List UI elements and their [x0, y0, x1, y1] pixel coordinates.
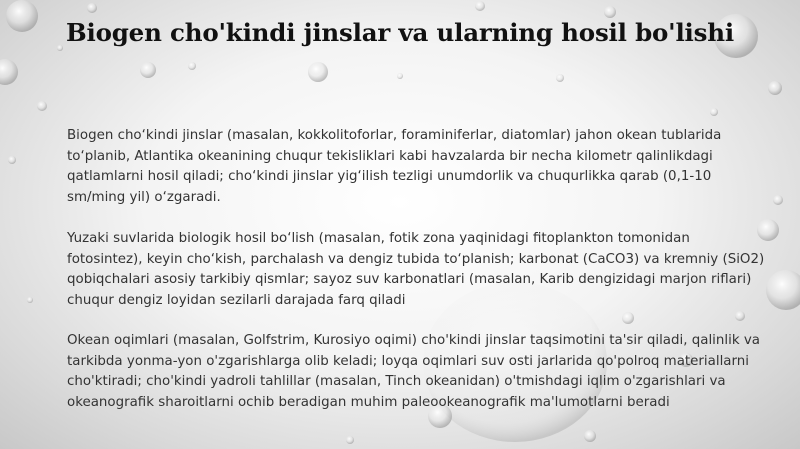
paragraph-ocean-currents: Okean oqimlari (masalan, Golfstrim, Kurosiyo oqimi) cho'kindi jinslar taqsimotini ta'sir qiladi, qalinlik va tarkibda yonma-yon o'zgarishlarga olib keladi; loyqa oqimlari suv osti jarlarida qo'polroq materiallarni cho'ktiradi; cho'kindi yadroli tahlillar (masalan, Tinch okeanidan) o'tmishdagi iqlim o'zgarishlari va okeanografik sharoitlarni ochib beradigan muhim paleookeanografik ma'lumotlarni beradi	[67, 333, 760, 410]
slide-title: Biogen cho'kindi jinslar va ularning hosil bo'lishi	[66, 18, 734, 47]
paragraph-formation: Biogen cho‘kindi jinslar (masalan, kokkolitoforlar, foraminiferlar, diatomlar) jahon okean tublarida to‘planib, Atlantika okeanining chuqur tekisliklari kabi havzalarda bir necha kilometr qalinlikdagi qatlamlarni hosil qiladi; cho‘kindi jinslar yig‘ilish tezligi unumdorlik va chuqurlikka qarab (0,1-10 sm/ming yil) o‘zgaradi.	[67, 128, 722, 205]
paragraph-biological-production: Yuzaki suvlarida biologik hosil bo‘lish (masalan, fotik zona yaqinidagi fitoplankton tomonidan fotosintez), keyin cho‘kish, parchalash va dengiz tubida to‘planish; karbonat (CaCO3) va kremniy (SiO2) qobiqchalari asosiy tarkibiy qismlar; sayoz suv karbonatlari (masalan, Karib dengizidagi marjon riflari) chuqur dengiz loyidan sezilarli darajada farq qiladi	[67, 231, 765, 308]
